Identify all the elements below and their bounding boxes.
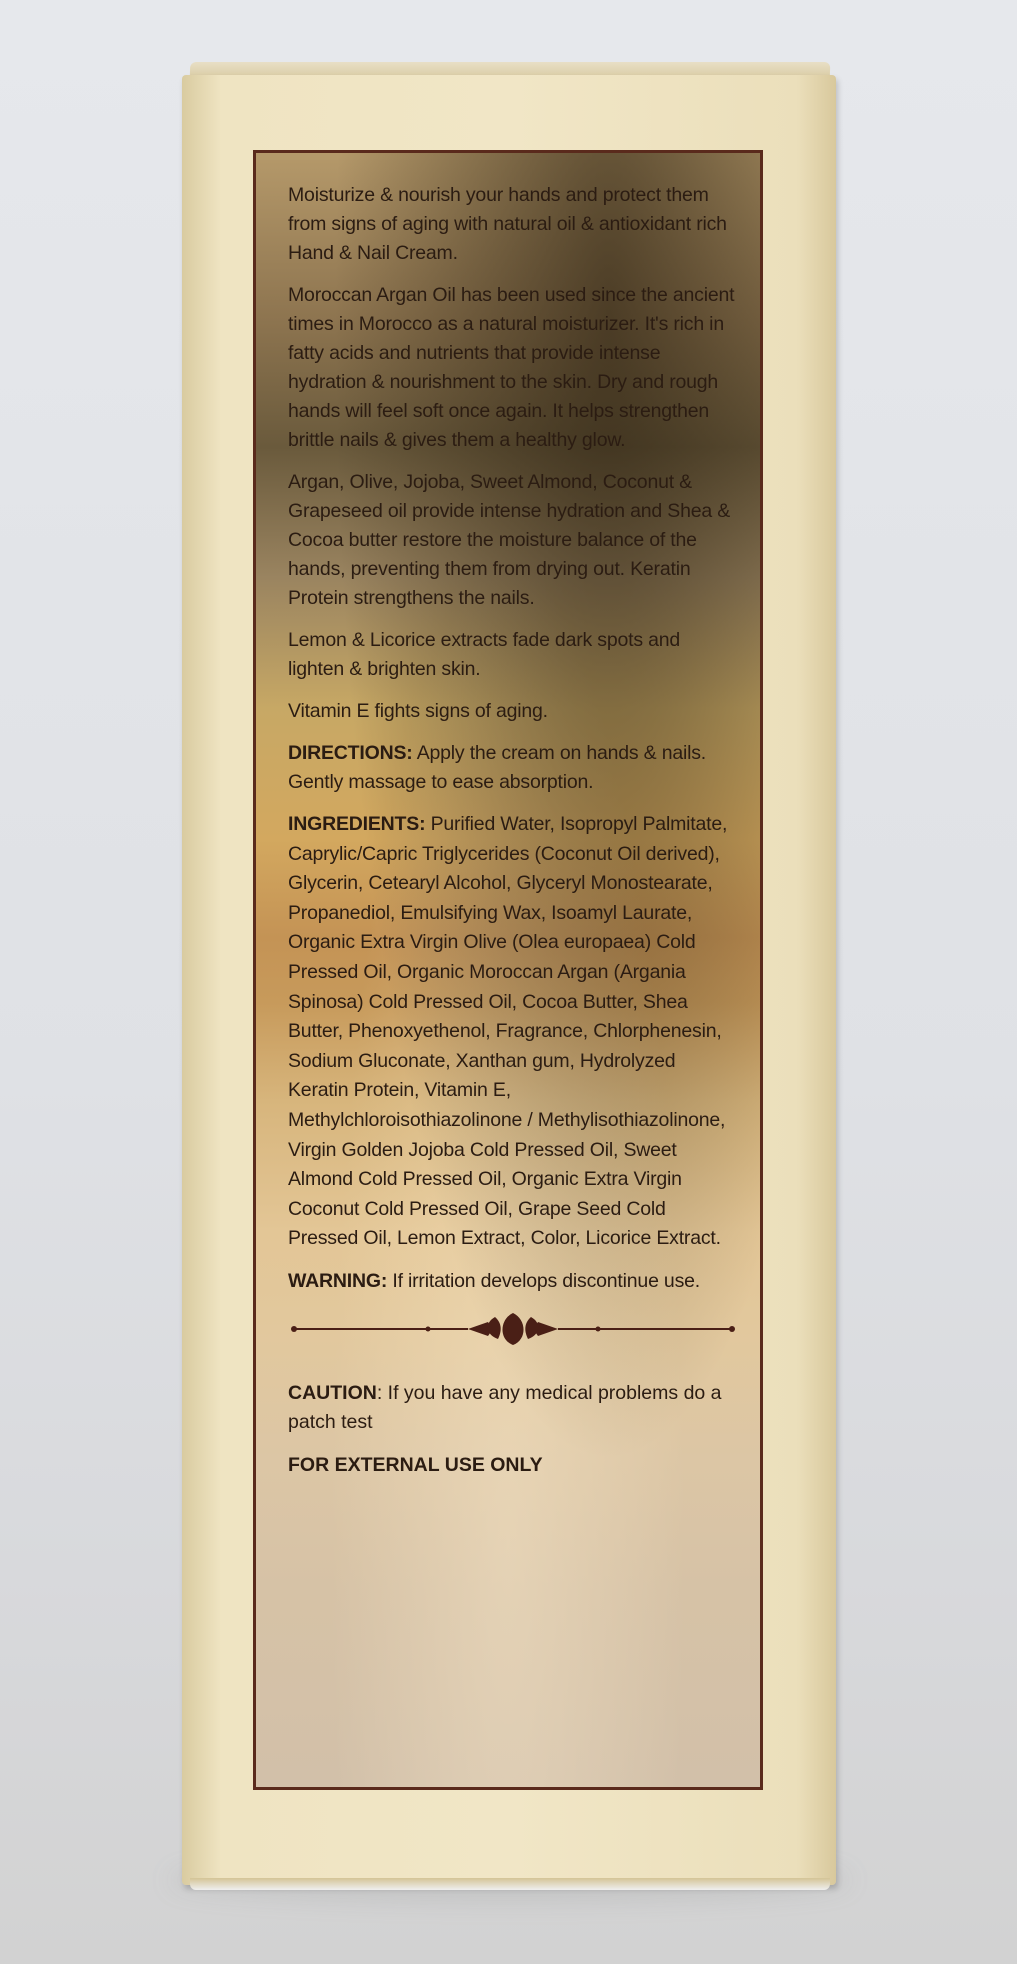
ingredients-label: INGREDIENTS: <box>288 813 426 835</box>
box-bottom-edge <box>190 1878 830 1890</box>
label-panel <box>253 150 763 1790</box>
vitamin-paragraph: Vitamin E fights signs of aging. <box>288 700 548 722</box>
warning-label: WARNING: <box>288 1269 388 1292</box>
directions-paragraph <box>288 739 738 797</box>
lemon-paragraph: Lemon & Licorice extracts fade dark spots and lighten & brighten skin. <box>288 629 681 680</box>
label-text-column <box>288 181 738 1480</box>
ingredients-text: Purified Water, Isopropyl Palmitate, Caprylic/Capric Triglycerides (Coconut Oil derived), Glycerin, Cetearyl Alcohol, Glyceryl Monostearate, Propanediol, Emulsifying Wax, Isoamyl Laurate, Organic Extra Virgin Olive (Olea europaea) Cold Pressed Oil, Organic Moroccan Argan (Argania Spinosa) Cold Pressed Oil, Cocoa Butter, Shea Butter, Phenoxyethenol, Fragrance, Chlorphenesin, Sodium Gluconate, Xanthan gum, Hydrolyzed Keratin Protein, Vitamin E, Methylchloroisothiazolinone / Methylisothiazolinone, Virgin Golden Jojoba Cold Pressed Oil, Sweet Almond Cold Pressed Oil, Organic Extra Virgin Coconut Cold Pressed Oil, Grape Seed Cold Pressed Oil, Lemon Extract, Color, Licorice Extract. <box>288 813 728 1250</box>
oils-paragraph: Argan, Olive, Jojoba, Sweet Almond, Coconut & Grapeseed oil provide intense hydration and Shea & Cocoa butter restore the moisture balance of the hands, preventing them from drying out. Keratin Protein strengthens the nails. <box>288 471 731 609</box>
external-use-notice: FOR EXTERNAL USE ONLY <box>288 1453 543 1476</box>
caution-label: CAUTION <box>288 1381 377 1404</box>
warning-text: If irritation develops discontinue use. <box>387 1269 700 1292</box>
directions-label: DIRECTIONS: <box>288 742 413 764</box>
caution-text: : If you have any medical problems do a patch test <box>288 1381 722 1433</box>
caution-paragraph <box>288 1379 738 1437</box>
directions-text: Apply the cream on hands & nails. Gently massage to ease absorption. <box>288 742 707 793</box>
intro-paragraph: Moisturize & nourish your hands and protect them from signs of aging with natural oil & antioxidant rich Hand & Nail Cream. <box>288 184 727 264</box>
leaf-ornament-icon <box>288 1309 738 1349</box>
ingredients-paragraph <box>288 810 738 1254</box>
argan-paragraph: Moroccan Argan Oil has been used since the ancient times in Morocco as a natural moisturizer. It's rich in fatty acids and nutrients that provide intense hydration & nourishment to the skin. Dry and rough hands will feel soft once again. It helps strengthen brittle nails & gives them a healthy glow. <box>288 284 735 451</box>
warning-paragraph <box>288 1267 738 1296</box>
